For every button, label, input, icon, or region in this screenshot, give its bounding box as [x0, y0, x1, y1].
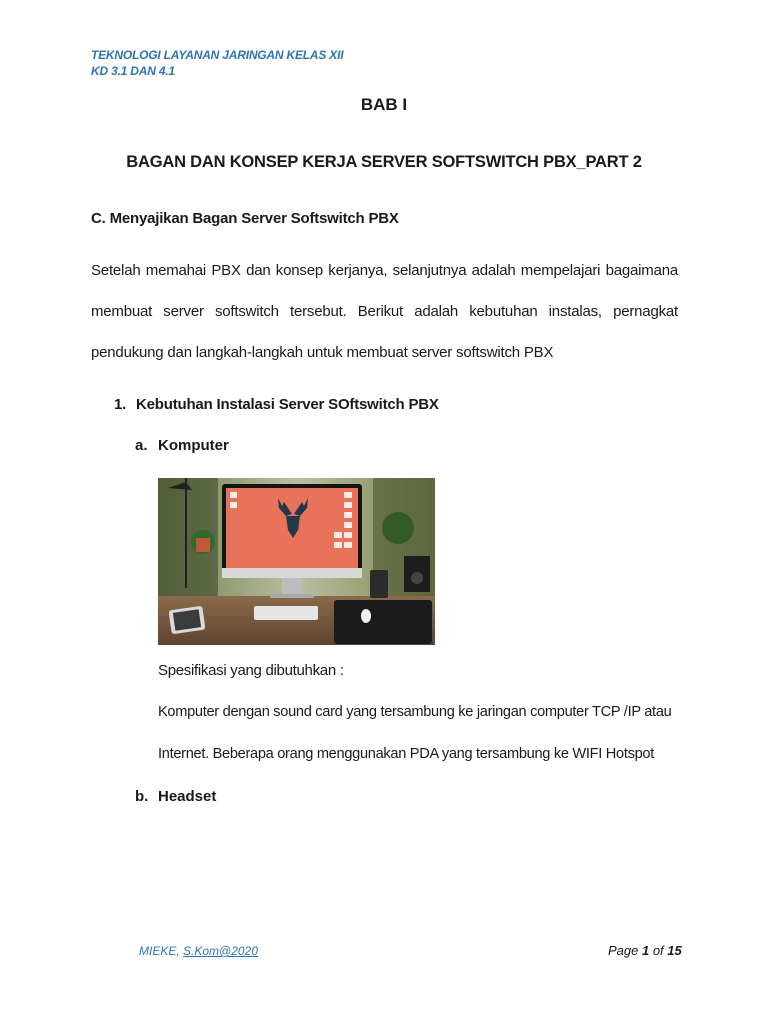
header-kd: KD 3.1 DAN 4.1	[91, 64, 175, 78]
sub-item-letter: a.	[135, 437, 148, 454]
paragraph-line: pendukung dan langkah-langkah untuk membuat server softswitch PBX	[91, 344, 554, 361]
paragraph-line: membuat server softswitch tersebut. Berikut adalah kebutuhan instalas, pernagkat	[91, 303, 678, 320]
page-of: of	[649, 943, 668, 958]
list-item-requirements	[114, 396, 439, 413]
spec-label: Spesifikasi yang dibutuhkan :	[158, 662, 344, 679]
list-text: Kebutuhan Instalasi Server SOftswitch PBX	[136, 396, 439, 413]
sub-item-letter: b.	[135, 788, 149, 805]
spec-line-2: Internet. Beberapa orang menggunakan PDA yang tersambung ke WIFI Hotspot	[158, 746, 654, 762]
header-course: TEKNOLOGI LAYANAN JARINGAN KELAS XII	[91, 48, 344, 62]
sub-item-headset	[135, 788, 216, 805]
footer-author	[139, 944, 258, 958]
chapter-heading: BAB I	[360, 95, 408, 114]
intro-paragraph	[91, 250, 678, 373]
document-header	[91, 47, 343, 79]
sub-item-text: Komputer	[158, 437, 229, 454]
sub-item-text: Headset	[158, 788, 217, 805]
chapter-title: BAGAN DAN KONSEP KERJA SERVER SOFTSWITCH PBX_PART 2	[126, 153, 642, 171]
page-total: 15	[667, 943, 682, 958]
page-number	[608, 943, 682, 958]
sub-item-computer	[135, 437, 229, 454]
section-heading: C. Menyajikan Bagan Server Softswitch PBX	[91, 210, 399, 227]
desktop-computer-photo	[158, 478, 435, 645]
paragraph-line: Setelah memahai PBX dan konsep kerjanya, selanjutnya adalah mempelajari bagaimana	[91, 262, 678, 279]
author-link[interactable]: S.Kom@2020	[183, 944, 258, 958]
list-number: 1.	[114, 396, 127, 413]
page-word: Page	[608, 943, 642, 958]
page-current: 1	[641, 943, 650, 958]
author-name: MIEKE,	[139, 944, 184, 958]
spec-line-1: Komputer dengan sound card yang tersambung ke jaringan computer TCP /IP atau	[158, 704, 672, 720]
